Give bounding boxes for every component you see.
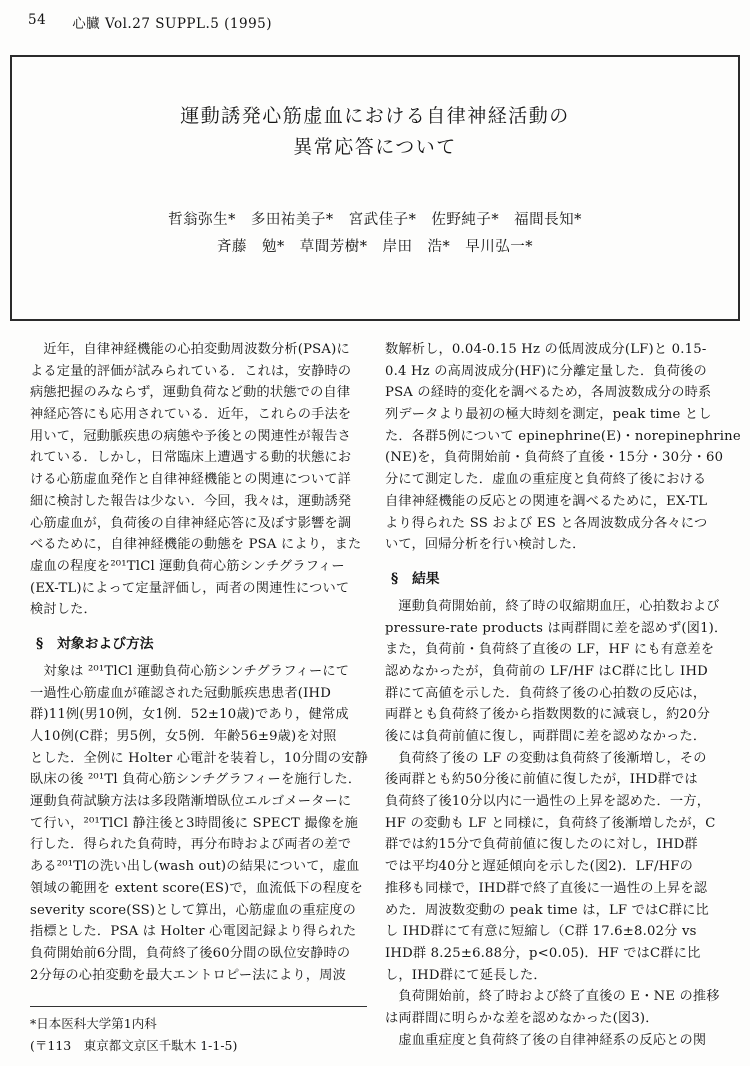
- text-line: 対象は ²⁰¹TlCl 運動負荷心筋シンチグラフィーにて: [30, 663, 350, 679]
- text-line: pressure-rate products は両群間に差を認めず(図1)．: [385, 620, 728, 636]
- text-line: (NE)を，負荷開始前・負荷終了直後・15分・30分・60: [385, 450, 724, 466]
- text-line: いて，回帰分析を行い検討した．: [385, 537, 586, 553]
- text-line: 人10例(C群；男5例，女5例．年齢56±9歳)を対照: [30, 729, 337, 744]
- text-line: 行した．得られた負荷時，再分布時および両者の差で: [30, 837, 352, 853]
- text-line: では平均40分と遅延傾向を示した(図2)．LF/HFの: [385, 859, 694, 875]
- text-line: 虚血の程度を²⁰¹TlCl 運動負荷心筋シンチグラフィー: [30, 558, 345, 574]
- address-line: (〒113 東京都文京区千駄木 1-1-5): [30, 1038, 238, 1053]
- text-line: 後両群とも約50分後に前値に復したが，IHD群では: [385, 772, 698, 788]
- left-column: [30, 339, 367, 1061]
- footnote-divider: [30, 1006, 367, 1007]
- text-line: ある²⁰¹Tlの洗い出し(wash out)の結果について，虚血: [30, 859, 360, 875]
- body-columns: [30, 339, 741, 1061]
- text-line: 0.4 Hz の高周波成分(HF)に分離定量した．負荷後の: [385, 363, 707, 379]
- text-line: また，負荷前・負荷終了直後の LF，HF にも有意差を: [385, 642, 715, 658]
- text-line: IHD群 8.25±6.88分，p<0.05)．HF ではC群に比: [385, 945, 701, 961]
- text-line: 一過性心筋虚血が確認された冠動脈疾患患者(IHD: [30, 685, 331, 701]
- right-column: [385, 339, 741, 1061]
- text-line: 指標とした．PSA は Holter 心電図記録より得られた: [30, 924, 357, 940]
- text-line: れている．しかし，日常臨床上遭遇する動的状態にお: [30, 450, 352, 466]
- page-header: [28, 12, 272, 32]
- text-line: ける心筋虚血発作と自律神経機能との関連について詳: [30, 472, 352, 488]
- text-line: し IHD群にて有意に短縮し（C群 17.6±8.02分 vs: [385, 924, 697, 940]
- affiliation-footnote: [30, 1006, 367, 1057]
- text-line: 後には負荷前値に復し，両群間に差を認めなかった．: [385, 729, 707, 744]
- article-title-line2: 異常応答について: [293, 136, 457, 158]
- text-line: は両群間に明らかな差を認めなかった(図3)．: [385, 1010, 659, 1026]
- text-line: 神経応答にも応用されている．近年，これらの手法を: [30, 407, 352, 423]
- text-line: より得られた SS および ES と各周波数成分各々につ: [385, 515, 708, 531]
- text-line: とした．全例に Holter 心電計を装着し，10分間の安静: [30, 750, 368, 766]
- authors-line2: 斉藤 勉* 草間芳樹* 岸田 浩* 早川弘一*: [217, 239, 533, 255]
- text-line: 負荷終了後10分以内に一過性の上昇を認めた．一方，: [385, 794, 711, 810]
- article-title-line1: 運動誘発心筋虚血における自律神経活動の: [180, 105, 570, 127]
- text-line: 負荷開始前6分間，負荷終了後60分間の臥位安静時の: [30, 945, 351, 961]
- text-line: た．各群5例について epinephrine(E)・norepinephrine: [385, 428, 741, 444]
- text-line: 分にて測定した．虚血の重症度と負荷終了後における: [385, 472, 707, 488]
- text-line: 両群とも負荷終了後から指数関数的に減衰し，約20分: [385, 707, 711, 723]
- text-line: 運動負荷試験方法は多段階漸増臥位エルゴメーターに: [30, 794, 352, 810]
- text-line: 領域の範囲を extent score(ES)で，血流低下の程度を: [30, 880, 364, 896]
- title-box: [10, 55, 740, 321]
- article-title: [12, 101, 738, 163]
- text-line: PSA の経時的変化を調べるため，各周波数成分の時系: [385, 385, 712, 401]
- affiliation-line: *日本医科大学第1内科: [30, 1016, 157, 1031]
- text-line: 推移も同様で，IHD群で終了直後に一過性の上昇を認: [385, 880, 708, 896]
- text-line: 群では約15分で負荷前値に復したのに対し，IHD群: [385, 837, 698, 853]
- authors-line1: 哲翁弥生* 多田祐美子* 宮武佳子* 佐野純子* 福間長知*: [168, 212, 582, 228]
- text-line: 細に検討した報告は少ない．今回，我々は，運動誘発: [30, 493, 352, 509]
- author-list: [12, 207, 738, 261]
- intro-paragraph: [30, 339, 367, 621]
- text-line: 負荷終了後の LF の変動は負荷終了後漸増し，その: [385, 750, 707, 766]
- text-line: (EX-TL)によって定量評価し，両者の関連性について: [30, 580, 350, 596]
- methods-heading: § 対象および方法: [36, 635, 154, 652]
- results-paragraph: [385, 596, 728, 1051]
- text-line: 臥床の後 ²⁰¹Tl 負荷心筋シンチグラフィーを施行した．: [30, 772, 362, 788]
- text-line: し，IHD群にて延長した．: [385, 967, 547, 983]
- results-heading: § 結果: [391, 570, 440, 587]
- text-line: 心筋虚血が，負荷後の自律神経応答に及ぼす影響を調: [30, 515, 352, 531]
- text-line: 列データより最初の極大時刻を測定，peak time とし: [385, 407, 712, 423]
- text-line: 用いて，冠動脈疾患の病態や予後との関連性が報告さ: [30, 428, 352, 444]
- text-line: よる定量的評価が試みられている．これは，安静時の: [30, 363, 352, 379]
- text-line: 数解析し，0.04-0.15 Hz の低周波成分(LF)と 0.15-: [385, 342, 707, 357]
- methods-paragraph: [30, 661, 367, 986]
- text-line: 虚血重症度と負荷終了後の自律神経系の反応との関: [385, 1032, 707, 1048]
- text-line: 認めなかったが，負荷前の LF/HF はC群に比し IHD: [385, 663, 708, 679]
- text-line: HF の変動も LF と同様に，負荷終了後漸増したが，C: [385, 815, 716, 831]
- text-line: 自律神経機能の反応との関連を調べるために，EX-TL: [385, 493, 708, 509]
- text-line: めた．周波数変動の peak time は，LF ではC群に比: [385, 902, 709, 918]
- text-line: べるために，自律神経機能の動態を PSA により，また: [30, 537, 362, 553]
- text-line: severity score(SS)として算出，心筋虚血の重症度の: [30, 902, 357, 918]
- text-line: 群にて高値を示した．負荷終了後の心拍数の反応は，: [385, 685, 707, 701]
- journal-info: 心臓 Vol.27 SUPPL.5 (1995): [72, 16, 273, 32]
- text-line: 群)11例(男10例，女1例．52±10歳)であり，健常成: [30, 707, 349, 723]
- text-line: て行い，²⁰¹TlCl 静注後と3時間後に SPECT 撮像を施: [30, 815, 358, 831]
- text-line: 病態把握のみならず，運動負荷など動的状態での自律: [30, 385, 351, 401]
- page-number: 54: [28, 12, 47, 28]
- text-line: 運動負荷開始前，終了時の収縮期血圧，心拍数および: [385, 598, 720, 614]
- text-line: 2分毎の心拍変動を最大エントロピー法により，周波: [30, 967, 346, 983]
- text-line: 検討した．: [30, 602, 97, 618]
- text-line: 近年，自律神経機能の心拍変動周波数分析(PSA)に: [30, 342, 350, 357]
- text-line: 負荷開始前，終了時および終了直後の E・NE の推移: [385, 989, 720, 1005]
- methods-continued-paragraph: [385, 339, 741, 556]
